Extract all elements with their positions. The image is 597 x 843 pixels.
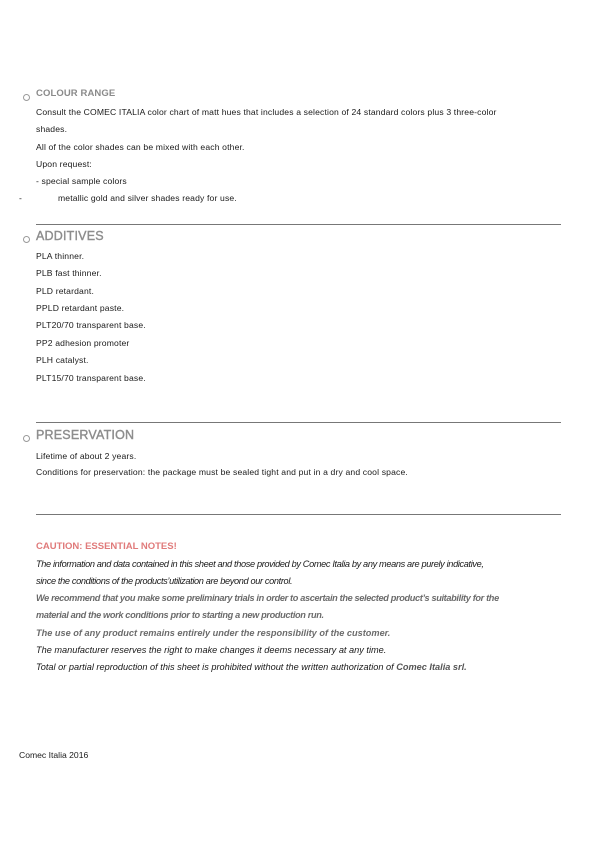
additive-item: PPLD retardant paste. bbox=[36, 303, 125, 313]
additive-item: PLT15/70 transparent base. bbox=[36, 373, 146, 383]
section-divider bbox=[36, 224, 561, 225]
caution-line: material and the work conditions prior to starting a new production run. bbox=[36, 610, 324, 620]
caution-line: The use of any product remains entirely under the responsibility of the customer. bbox=[36, 628, 391, 638]
colour-range-line: All of the color shades can be mixed with each other. bbox=[36, 142, 245, 152]
colour-range-metallic-line: metallic gold and silver shades ready for use. bbox=[58, 193, 237, 203]
additive-item: PLH catalyst. bbox=[36, 355, 89, 365]
section-bullet-icon bbox=[23, 236, 30, 243]
caution-line: We recommend that you make some preliminary trials in order to ascertain the selected product’s suitability for the bbox=[36, 593, 499, 603]
preservation-heading: PRESERVATION bbox=[36, 428, 135, 442]
preservation-line: Lifetime of about 2 years. bbox=[36, 451, 137, 461]
additive-item: PLD retardant. bbox=[36, 286, 94, 296]
preservation-line: Conditions for preservation: the package must be sealed tight and put in a dry and cool space. bbox=[36, 467, 408, 477]
footer-text: Comec Italia 2016 bbox=[19, 750, 89, 760]
additives-heading: ADDITIVES bbox=[36, 229, 104, 243]
additive-item: PLB fast thinner. bbox=[36, 268, 102, 278]
colour-range-line: Upon request: bbox=[36, 159, 92, 169]
section-divider bbox=[36, 422, 561, 423]
caution-line: The manufacturer reserves the right to make changes it deems necessary at any time. bbox=[36, 645, 387, 655]
dash-marker: - bbox=[19, 193, 23, 203]
colour-range-line: Consult the COMEC ITALIA color chart of matt hues that includes a selection of 24 standard colors plus 3 three-color bbox=[36, 107, 497, 117]
section-divider bbox=[36, 514, 561, 515]
caution-heading: CAUTION: ESSENTIAL NOTES! bbox=[36, 541, 177, 552]
additive-item: PLA thinner. bbox=[36, 251, 85, 261]
caution-line-text: Total or partial reproduction of this sheet is prohibited without the written authorization of bbox=[36, 662, 394, 672]
colour-range-line: shades. bbox=[36, 124, 68, 134]
additive-item: PP2 adhesion promoter bbox=[36, 338, 130, 348]
additive-item: PLT20/70 transparent base. bbox=[36, 320, 146, 330]
caution-line: The information and data contained in this sheet and those provided by Comec Italia by any means are purely indicative, bbox=[36, 559, 484, 569]
caution-line bbox=[36, 662, 467, 672]
section-bullet-icon bbox=[23, 94, 30, 101]
caution-line: since the conditions of the products’utilization are beyond our control. bbox=[36, 576, 293, 586]
section-bullet-icon bbox=[23, 435, 30, 442]
company-name: Comec Italia srl. bbox=[396, 662, 467, 672]
colour-range-heading: COLOUR RANGE bbox=[36, 88, 116, 99]
colour-range-line: - special sample colors bbox=[36, 176, 127, 186]
